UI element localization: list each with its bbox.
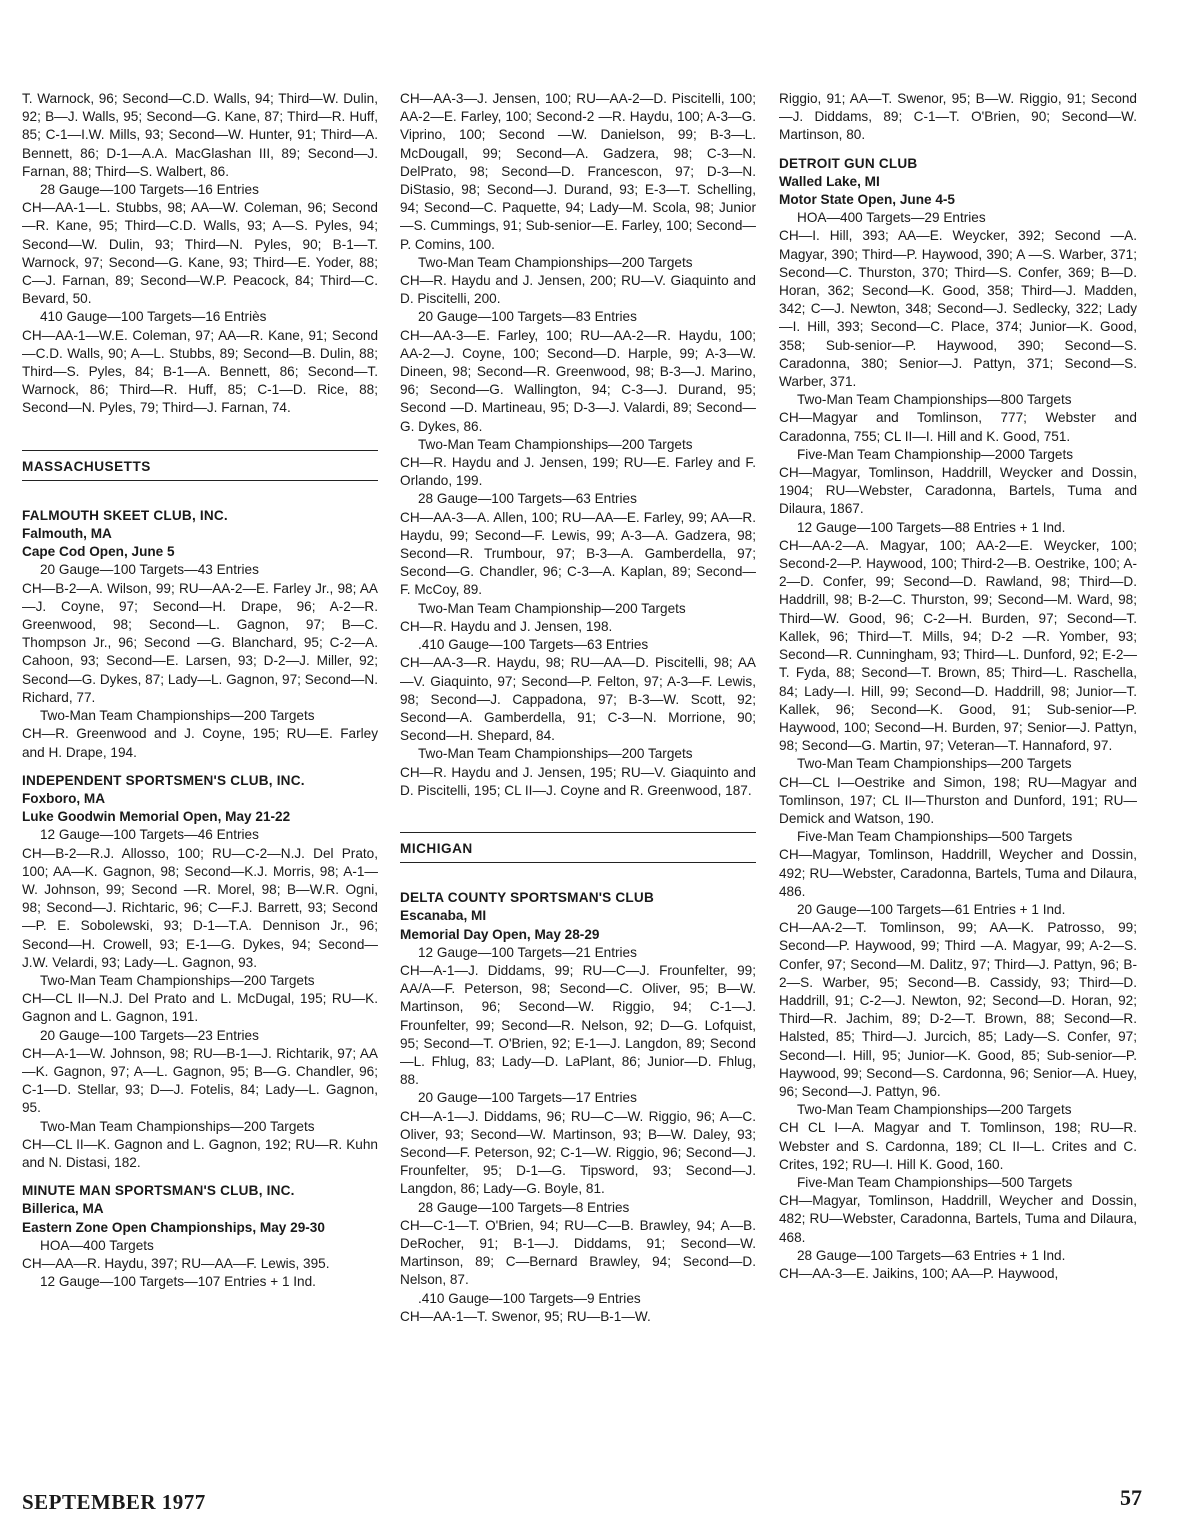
column-2 bbox=[400, 90, 756, 1326]
club-name: DELTA COUNTY SPORTSMAN'S CLUB bbox=[400, 890, 654, 906]
results-paragraph: CH—AA-3—E. Farley, 100; RU—AA-2—R. Haydu, 100; AA-2—J. Coyne, 100; Second—D. Harple, 99; A-3—W. Dineen, 98; Second—R. Greenwood, 98; B-3—J. Marino, 96; Second—G. Wallington, 94; C-3—J. Durand, 95; Second —D. Martineau, 95; D-3—J. Valardi, 89; Second—G. Dykes, 86. bbox=[400, 327, 756, 434]
results-paragraph: Riggio, 91; AA—T. Swenor, 95; B—W. Riggio, 91; Second—J. Diddams, 89; C-1—T. O'Brien, 90; Second—W. Martinson, 80. bbox=[779, 91, 1137, 143]
results-paragraph: CH—AA-1—L. Stubbs, 98; AA—W. Coleman, 96; Second—R. Kane, 95; Third—C.D. Walls, 93; A—S. Pyles, 94; Second—W. Dulin, 93; Third—N. Pyles, 90; B-1—T. Warnock, 97; Second—G. Kane, 93; Third—E. Yoder, 88; C—J. Farnan, 89; Second—W.P. Peacock, 84; Third—C. Bevard, 50. bbox=[22, 200, 378, 307]
event-heading: Two-Man Team Championship—200 Targets bbox=[418, 600, 686, 616]
section-rule bbox=[22, 480, 378, 481]
event-heading: Two-Man Team Championships—200 Targets bbox=[797, 756, 1072, 772]
results-paragraph: CH—Magyar, Tomlinson, Haddrill, Weycher and Dossin, 482; RU—Webster, Caradonna, Bartels, Tuma and Dilaura, 468. bbox=[779, 1193, 1137, 1245]
results-paragraph: CH—B-2—A. Wilson, 99; RU—AA-2—E. Farley Jr., 98; AA—J. Coyne, 97; Second—H. Drape, 96; A-2—R. Greenwood, 98; Second—L. Gagnon, 97; B—C. Thompson Jr., 96; Second —G. Blanchard, 95; C-2—A. Cahoon, 93; Second—E. Larsen, 93; D-2—J. Miller, 92; Second—G. Dykes, 87; Lady—L. Gagnon, 97; Second—N. Richard, 77. bbox=[22, 580, 378, 705]
results-paragraph: CH—CL II—N.J. Del Prato and L. McDugal, 195; RU—K. Gagnon and L. Gagnon, 191. bbox=[22, 991, 378, 1025]
section-heading: MASSACHUSETTS bbox=[22, 458, 151, 474]
event-heading: 12 Gauge—100 Targets—107 Entries + 1 Ind. bbox=[40, 1274, 316, 1290]
event-heading: Two-Man Team Championships—200 Targets bbox=[418, 254, 693, 270]
results-paragraph: CH—R. Haydu and J. Jensen, 198. bbox=[400, 618, 613, 634]
results-paragraph: CH—R. Haydu and J. Jensen, 199; RU—E. Farley and F. Orlando, 199. bbox=[400, 455, 756, 489]
results-paragraph: CH—AA-3—R. Haydu, 98; RU—AA—D. Piscitelli, 98; AA—V. Giaquinto, 97; Second—P. Felton, 97; A-3—F. Lewis, 98; Second—J. Cappadona, 97; B-3—W. Scott, 92; Second—A. Gamberdella, 91; C-3—N. Morrione, 90; Second—H. Shepard, 84. bbox=[400, 655, 756, 744]
results-paragraph: CH—I. Hill, 393; AA—E. Weycker, 392; Second —A. Magyar, 390; Third—P. Haywood, 390; A —S. Warber, 371; Second—C. Thurston, 370; Third—S. Confer, 369; B—D. Horan, 362; Second—K. Good, 358; Third—J. Madden, 342; C—J. Newton, 348; Second—J. Sedlecky, 322; Lady—I. Hill, 393; Second—C. Place, 374; Junior—K. Good, 358; Sub-senior—P. Haywood, 390; Second—S. Caradonna, 380; Senior—J. Pattyn, 371; Second—S. Warber, 371. bbox=[779, 228, 1137, 390]
results-paragraph: CH—R. Haydu and J. Jensen, 200; RU—V. Giaquinto and D. Piscitelli, 200. bbox=[400, 273, 756, 307]
results-paragraph: CH—B-2—R.J. Allosso, 100; RU—C-2—N.J. Del Prato, 100; AA—K. Gagnon, 98; Second—K.J. Morris, 98; A-1—W. Johnson, 99; Second —R. Morel, 98; B—W.R. Ogni, 98; Second—J. Richtaric, 96; C—F.J. Barrett, 93; Second—P. E. Sobolewski, 93; D-1—T.A. Dennison Jr., 96; Second—H. Crowell, 93; E-1—G. Dykes, 94; Second—J.W. Velardi, 93; Lady—L. Gagnon, 93. bbox=[22, 845, 378, 970]
event-heading: HOA—400 Targets—29 Entries bbox=[797, 210, 986, 226]
results-paragraph: CH—AA-3—J. Jensen, 100; RU—AA-2—D. Piscitelli, 100; AA-2—E. Farley, 100; Second-2 —R. Haydu, 100; A-3—G. Viprino, 100; Second —W. Danielson, 99; B-3—L. McDougall, 99; Second—A. Gadzera, 98; C-3—N. DelPrato, 98; Second—D. Francescon, 97; D-3—N. DiStasio, 98; Second—J. Durand, 93; E-3—T. Schelling, 94; Second—C. Paquette, 94; Lady—M. Scola, 98; Junior—S. Cummings, 91; Sub-senior—E. Farley, 100; Second—P. Comins, 100. bbox=[400, 91, 756, 252]
section-heading: MICHIGAN bbox=[400, 840, 473, 856]
event-heading: 12 Gauge—100 Targets—88 Entries + 1 Ind. bbox=[797, 519, 1066, 535]
results-paragraph: CH—CL I—Oestrike and Simon, 198; RU—Magyar and Tomlinson, 197; CL II—Thurston and Dunford, 191; RU—Demick and Watson, 190. bbox=[779, 774, 1137, 826]
results-paragraph: CH—AA-3—A. Allen, 100; RU—AA—E. Farley, 99; AA—R. Haydu, 99; Second—F. Lewis, 99; A-3—A. Gadzera, 98; Second—R. Trumbour, 97; B-3—A. Gamberdella, 97; Second—G. Chandler, 96; C-3—A. Kaplan, 89; Second—F. McCoy, 89. bbox=[400, 509, 756, 598]
club-name: FALMOUTH SKEET CLUB, INC. bbox=[22, 507, 228, 523]
event-heading: Two-Man Team Championships—200 Targets bbox=[40, 972, 315, 988]
event-heading: 20 Gauge—100 Targets—17 Entries bbox=[418, 1090, 637, 1106]
event-heading: Two-Man Team Championships—200 Targets bbox=[40, 1118, 315, 1134]
event-heading: 12 Gauge—100 Targets—21 Entries bbox=[418, 944, 637, 960]
results-paragraph: CH—R. Haydu and J. Jensen, 195; RU—V. Giaquinto and D. Piscitelli, 195; CL II—J. Coyne and R. Greenwood, 187. bbox=[400, 764, 756, 798]
event-heading: 28 Gauge—100 Targets—16 Entries bbox=[40, 182, 259, 198]
results-paragraph: CH—AA-1—T. Swenor, 95; RU—B-1—W. bbox=[400, 1308, 651, 1324]
club-location: Falmouth, MA bbox=[22, 526, 112, 542]
section-michigan bbox=[400, 832, 756, 863]
results-paragraph: CH—AA-1—W.E. Coleman, 97; AA—R. Kane, 91; Second—C.D. Walls, 90; A—L. Stubbs, 89; Second—B. Dulin, 88; Third—S. Pyles, 84; B-1—A. Bennett, 86; Second—T. Warnock, 86; Third—R. Huff, 85; C-1—D. Rice, 88; Second—N. Pyles, 79; Third—J. Farnan, 74. bbox=[22, 327, 378, 416]
event-heading: Two-Man Team Championships—200 Targets bbox=[418, 746, 693, 762]
event-heading: 20 Gauge—100 Targets—23 Entries bbox=[40, 1027, 259, 1043]
column-1 bbox=[22, 90, 378, 1291]
event-heading: Two-Man Team Championships—200 Targets bbox=[797, 1102, 1072, 1118]
column-3 bbox=[779, 90, 1137, 1283]
shoot-title: Cape Cod Open, June 5 bbox=[22, 544, 175, 560]
results-paragraph: CH—Magyar, Tomlinson, Haddrill, Weycker and Dossin, 1904; RU—Webster, Caradonna, Bartels, Tuma and Dilaura, 1867. bbox=[779, 465, 1137, 517]
results-paragraph: CH—A-1—J. Diddams, 99; RU—C—J. Frounfelter, 99; AA/A—F. Peterson, 98; Second—C. Oliver, 95; B—W. Martinson, 96; Second—W. Riggio, 94; C-1—J. Frounfelter, 99; Second—R. Nelson, 92; D—G. Lofquist, 95; Second—T. O'Brien, 92; E-1—J. Langdon, 89; Second—L. Fhlug, 83; Lady—D. LaPlant, 86; Junior—D. Fhlug, 88. bbox=[400, 962, 756, 1088]
event-heading: 28 Gauge—100 Targets—63 Entries + 1 Ind. bbox=[797, 1247, 1066, 1263]
club-location: Billerica, MA bbox=[22, 1201, 104, 1217]
club-name: DETROIT GUN CLUB bbox=[779, 155, 918, 171]
event-heading: 20 Gauge—100 Targets—43 Entries bbox=[40, 562, 259, 578]
results-paragraph: CH—Magyar and Tomlinson, 777; Webster and Caradonna, 755; CL II—I. Hill and K. Good, 751. bbox=[779, 410, 1137, 444]
results-paragraph: CH—AA-3—E. Jaikins, 100; AA—P. Haywood, bbox=[779, 1266, 1059, 1281]
results-paragraph: CH—A-1—W. Johnson, 98; RU—B-1—J. Richtarik, 97; AA—K. Gagnon, 97; A—L. Gagnon, 95; B—G. Chandler, 96; C-1—D. Stellar, 93; D—J. Fotelis, 84; Lady—L. Gagnon, 95. bbox=[22, 1045, 378, 1116]
event-heading: Two-Man Team Championships—800 Targets bbox=[797, 392, 1072, 408]
shoot-title: Motor State Open, June 4-5 bbox=[779, 192, 955, 208]
event-heading: Five-Man Team Championships—500 Targets bbox=[797, 829, 1073, 845]
results-paragraph: T. Warnock, 96; Second—C.D. Walls, 94; Third—W. Dulin, 92; B—J. Walls, 95; Second—G. Kane, 87; Third—R. Huff, 85; C-1—I.W. Mills, 93; Second—W. Hunter, 91; Third—A. Bennett, 86; D-1—A.A. MacGlashan III, 89; Second—J. Farnan, 88; Third—S. Walbert, 86. bbox=[22, 91, 378, 179]
results-paragraph: CH—Magyar, Tomlinson, Haddrill, Weycher and Dossin, 492; RU—Webster, Caradonna, Bartels, Tuma and Dilaura, 486. bbox=[779, 847, 1137, 899]
results-paragraph: CH CL I—A. Magyar and T. Tomlinson, 198; RU—R. Webster and S. Cardonna, 189; CL II—L. Crites and C. Crites, 192; RU—I. Hill K. Good, 160. bbox=[779, 1120, 1137, 1172]
results-paragraph: CH—AA-2—A. Magyar, 100; AA-2—E. Weycker, 100; Second-2—P. Haywood, 100; Third-2—B. Oestrike, 100; A-2—D. Confer, 99; Second—D. Rawland, 98; Third—D. Haddrill, 98; B-2—C. Thurston, 99; Second—M. Ward, 98; Third—W. Good, 96; C-2—H. Burden, 97; Second—T. Kallek, 96; Third—T. Mills, 94; D-2 —R. Yomber, 93; Second—R. Cunningham, 93; Third—L. Dunford, 92; E-2—T. Fyda, 88; Second—T. Brown, 85; Third—L. Raschella, 84; Lady—I. Hill, 99; Second—D. Haddrill, 98; Junior—T. Kallek, 96; Second—K. Good, 91; Sub-senior—P. Haywood, 100; Second—H. Burden, 97; Senior—J. Pattyn, 98; Second—G. Martin, 97; Veteran—T. Hannaford, 97. bbox=[779, 537, 1137, 754]
shoot-title: Memorial Day Open, May 28-29 bbox=[400, 926, 600, 942]
event-heading: .410 Gauge—100 Targets—9 Entries bbox=[418, 1290, 641, 1306]
event-heading: .410 Gauge—100 Targets—63 Entries bbox=[418, 637, 649, 653]
event-heading: Five-Man Team Championships—500 Targets bbox=[797, 1174, 1073, 1190]
club-name: MINUTE MAN SPORTSMAN'S CLUB, INC. bbox=[22, 1183, 295, 1199]
results-paragraph: CH—AA—R. Haydu, 397; RU—AA—F. Lewis, 395. bbox=[22, 1255, 330, 1271]
shoot-title: Luke Goodwin Memorial Open, May 21-22 bbox=[22, 809, 291, 825]
event-heading: 20 Gauge—100 Targets—83 Entries bbox=[418, 309, 637, 325]
results-paragraph: CH—C-1—T. O'Brien, 94; RU—C—B. Brawley, 94; A—B. DeRocher, 91; B-1—J. Diddams, 91; Second—W. Martinson, 89; C—Bernard Brawley, 94; Second—D. Nelson, 87. bbox=[400, 1217, 756, 1288]
club-location: Escanaba, MI bbox=[400, 908, 487, 924]
event-heading: 410 Gauge—100 Targets—16 Entriès bbox=[40, 309, 267, 325]
club-location: Foxboro, MA bbox=[22, 790, 106, 806]
event-heading: Five-Man Team Championship—2000 Targets bbox=[797, 446, 1074, 462]
shoot-title: Eastern Zone Open Championships, May 29-30 bbox=[22, 1219, 325, 1235]
section-massachusetts bbox=[22, 450, 378, 481]
event-heading: Two-Man Team Championships—200 Targets bbox=[418, 436, 693, 452]
results-paragraph: CH—R. Greenwood and J. Coyne, 195; RU—E. Farley and H. Drape, 194. bbox=[22, 726, 378, 760]
section-rule bbox=[400, 862, 756, 863]
event-heading: 12 Gauge—100 Targets—46 Entries bbox=[40, 827, 259, 843]
results-paragraph: CH—A-1—J. Diddams, 96; RU—C—W. Riggio, 96; A—C. Oliver, 93; Second—W. Martinson, 93; B—W. Daley, 93; Second—F. Peterson, 92; C-1—W. Riggio, 96; Second—J. Frounfelter, 95; D-1—G. Tipsword, 93; Second—J. Langdon, 86; Lady—G. Boyle, 81. bbox=[400, 1108, 756, 1197]
results-paragraph: CH—CL II—K. Gagnon and L. Gagnon, 192; RU—R. Kuhn and N. Distasi, 182. bbox=[22, 1136, 378, 1170]
event-heading: 28 Gauge—100 Targets—8 Entries bbox=[418, 1199, 630, 1215]
page-number: 57 bbox=[1120, 1485, 1142, 1510]
club-name: INDEPENDENT SPORTSMEN'S CLUB, INC. bbox=[22, 772, 305, 788]
event-heading: Two-Man Team Championships—200 Targets bbox=[40, 708, 315, 724]
event-heading: 28 Gauge—100 Targets—63 Entries bbox=[418, 491, 637, 507]
event-heading: HOA—400 Targets bbox=[40, 1237, 154, 1253]
club-location: Walled Lake, MI bbox=[779, 173, 880, 189]
event-heading: 20 Gauge—100 Targets—61 Entries + 1 Ind. bbox=[797, 901, 1066, 917]
results-paragraph: CH—AA-2—T. Tomlinson, 99; AA—K. Patrosso, 99; Second—P. Haywood, 99; Third —A. Magyar, 99; A-2—S. Confer, 97; Second—M. Dalitz, 97; Third—J. Pattyn, 96; B-2—S. Warber, 95; Second—B. Cassidy, 93; Third—D. Haddrill, 91; C-2—J. Newton, 92; Second—D. Horan, 92; Third—R. Jachim, 89; D-2—T. Brown, 88; Second—R. Halsted, 85; Third—J. Jurcich, 85; Lady—S. Confer, 97; Second—I. Hill, 95; Junior—K. Good, 85; Sub-senior—P. Haywood, 99; Second—S. Cardonna, 96; Senior—A. Huey, 96; Second—J. Pattyn, 96. bbox=[779, 920, 1137, 1099]
issue-date: SEPTEMBER 1977 bbox=[22, 1490, 206, 1514]
